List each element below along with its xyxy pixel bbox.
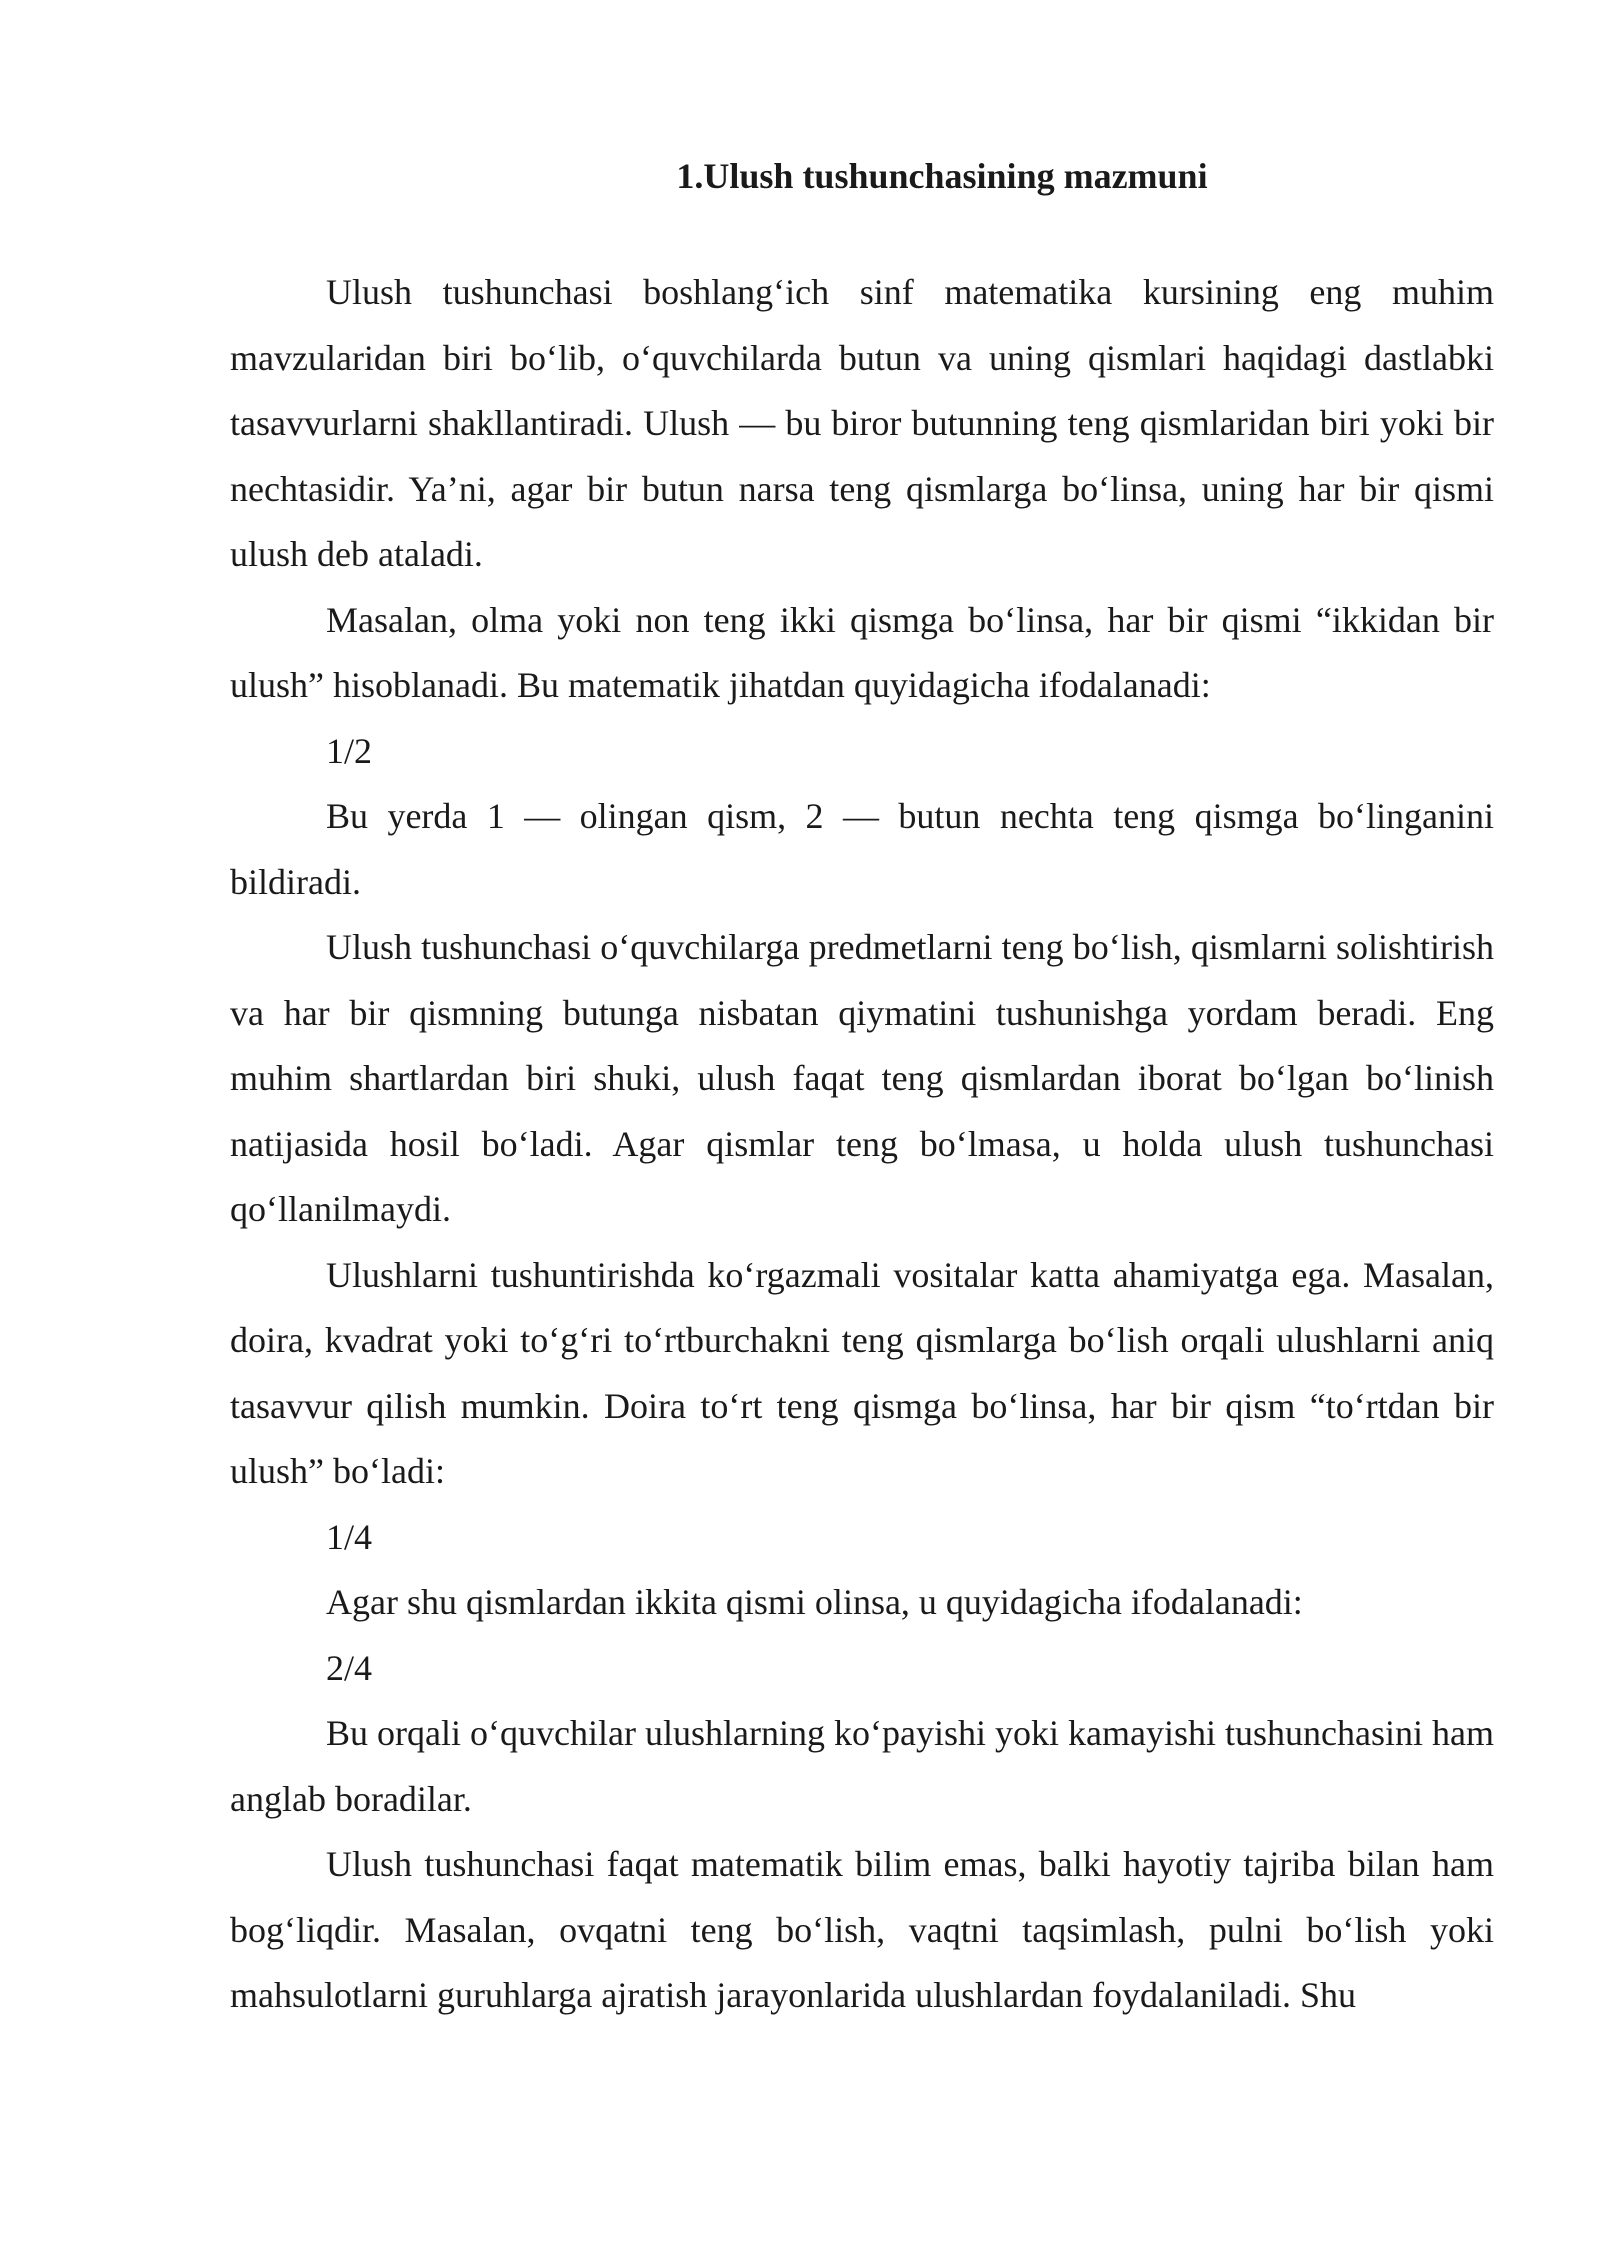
- paragraph-example-half: Masalan, olma yoki non teng ikki qismga bo‘linsa, har bir qismi “ikkidan bir ulush” hisoblanadi. Bu matematik jihatdan quyidagicha ifodalanadi:: [230, 599, 1494, 705]
- paragraph-visual-aids: Ulushlarni tushuntirishda ko‘rgazmali vositalar katta ahamiyatga ega. Masalan, doira, kvadrat yoki to‘g‘ri to‘rtburchakni teng qismlarga bo‘lish orqali ulushlarni aniq tasavvur qilish mumkin. Doira to‘rt teng qismga bo‘linsa, har bir qism “to‘rtdan bir ulush” bo‘ladi:: [230, 1254, 1494, 1491]
- paragraph-equal-parts: Ulush tushunchasi o‘quvchilarga predmetlarni teng bo‘lish, qismlarni solishtirish va har bir qismning butunga nisbatan qiymatini tushunishga yordam beradi. Eng muhim shartlardan biri shuki, ulush faqat teng qismlardan iborat bo‘lgan bo‘linish natijasida hosil bo‘ladi. Agar qismlar teng bo‘lmasa, u holda ulush tushunchasi qo‘llanilmaydi.: [230, 927, 1494, 1229]
- paragraph-increase-decrease: Bu orqali o‘quvchilar ulushlarning ko‘payishi yoki kamayishi tushunchasini ham anglab boradilar.: [230, 1713, 1494, 1819]
- paragraph-intro: Ulush tushunchasi boshlang‘ich sinf matematika kursining eng muhim mavzularidan biri bo‘lib, o‘quvchilarda butun va uning qismlari haqidagi dastlabki tasavvurlarni shakllantiradi. Ulush — bu biror butunning teng qismlaridan biri yoki bir nechtasidir. Ya’ni, agar bir butun narsa teng qismlarga bo‘linsa, uning har bir qismi ulush deb ataladi.: [230, 272, 1494, 574]
- document-body: [230, 260, 1494, 2029]
- fraction-one-quarter: 1/4: [326, 1516, 373, 1557]
- page-title: 1.Ulush tushunchasining mazmuni: [676, 156, 1208, 196]
- fraction-two-quarters: 2/4: [326, 1647, 373, 1688]
- paragraph-fraction-explanation: Bu yerda 1 — olingan qism, 2 — butun nechta teng qismga bo‘linganini bildiradi.: [230, 796, 1494, 902]
- paragraph-life-experience: Ulush tushunchasi faqat matematik bilim emas, balki hayotiy tajriba bilan ham bog‘liqdir. Masalan, ovqatni teng bo‘lish, vaqtni taqsimlash, pulni bo‘lish yoki mahsulotlarni guruhlarga ajratish jarayonlarida ulushlardan foydalaniladi. Shu: [230, 1844, 1494, 2015]
- document-page: [230, 0, 1494, 2029]
- paragraph-two-parts: Agar shu qismlardan ikkita qismi olinsa, u quyidagicha ifodalanadi:: [326, 1582, 1303, 1622]
- fraction-one-half: 1/2: [326, 730, 373, 771]
